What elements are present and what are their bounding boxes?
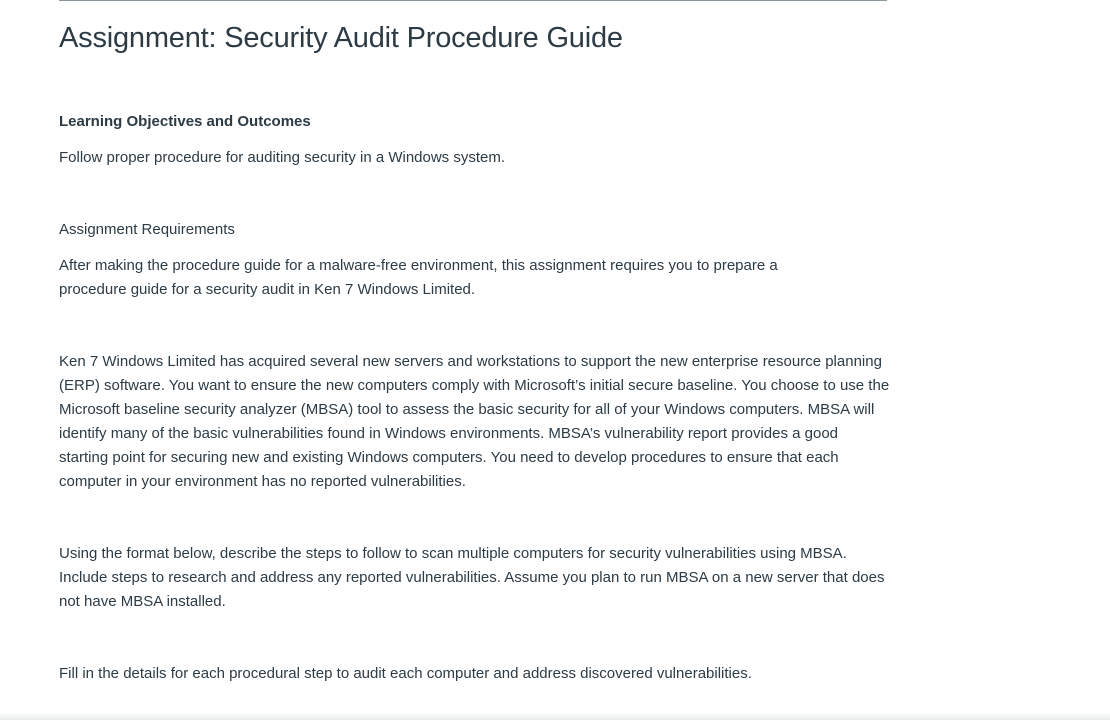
- page-title: Assignment: Security Audit Procedure Guide: [59, 22, 623, 54]
- bottom-shadow: [0, 712, 1110, 720]
- scenario-text: Ken 7 Windows Limited has acquired several new servers and workstations to support the new enterprise resource planning (ERP) software. You want to ensure the new computers comply with Microsoft’s initial secure baseline. You choose to use the Microsoft baseline security analyzer (MBSA) tool to assess the basic security for all of your Windows computers. MBSA will identify many of the basic vulnerabilities found in Windows environments. MBSA’s vulnerability report provides a good starting point for securing new and existing Windows computers. You need to develop procedures to ensure that each computer in your environment has no reported vulnerabilities.: [59, 353, 890, 490]
- objectives-text: Follow proper procedure for auditing security in a Windows system.: [59, 149, 506, 166]
- requirements-text: After making the procedure guide for a malware-free environment, this assignment requires you to prepare a procedure guide for a security audit in Ken 7 Windows Limited.: [59, 257, 778, 298]
- top-divider: [59, 0, 887, 1]
- requirements-heading: Assignment Requirements: [59, 221, 235, 238]
- format-text: Using the format below, describe the steps to follow to scan multiple computers for security vulnerabilities using MBSA. Include steps to research and address any reported vulnerabilities. Assume you plan to run MBSA on a new server that does not have MBSA installed.: [59, 545, 885, 610]
- fill-instructions-text: Fill in the details for each procedural step to audit each computer and address discovered vulnerabilities.: [59, 665, 752, 682]
- objectives-heading: Learning Objectives and Outcomes: [59, 113, 311, 130]
